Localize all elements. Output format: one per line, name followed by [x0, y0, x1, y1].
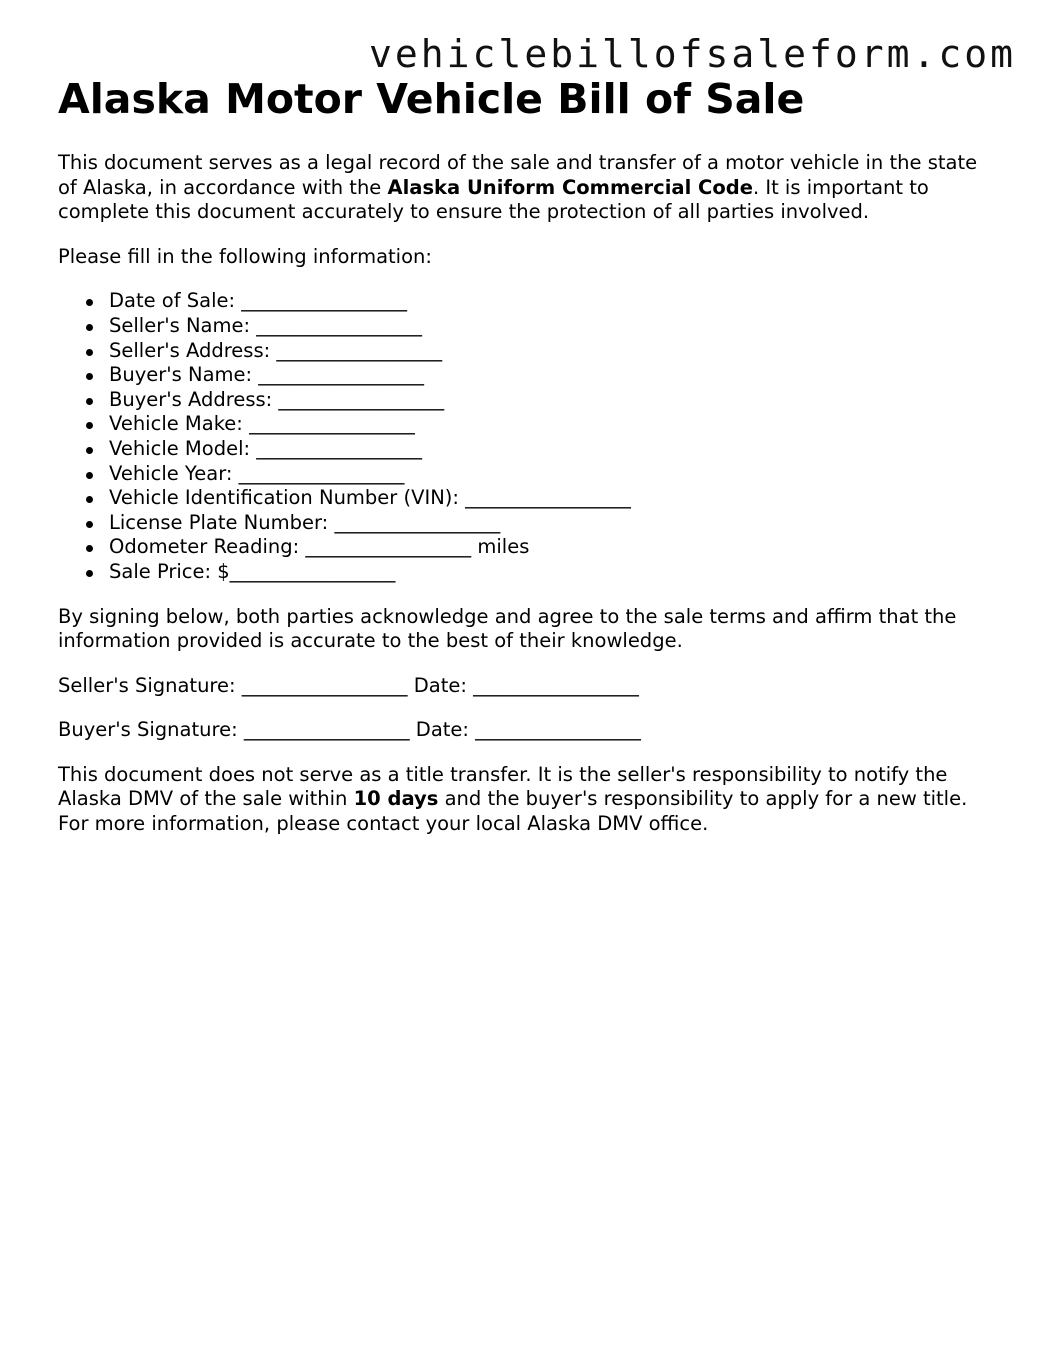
footer-text-start: This document does not serve as a title transfer. It is the seller's responsibility to notify the Alaska DMV of the sale within [58, 762, 948, 811]
footer-bold-days: 10 days [353, 787, 439, 811]
field-sale-price: Sale Price: $_________________ [86, 560, 998, 585]
footer-note [58, 763, 998, 837]
intro-text-end: . It is important to complete this document accurately to ensure the protection of all parties involved. [58, 175, 929, 224]
intro-paragraph [58, 151, 998, 225]
fill-prompt: Please fill in the following information: [58, 244, 432, 268]
field-list [58, 289, 998, 584]
field-buyer-address: Buyer's Address: _________________ [86, 388, 998, 413]
field-license-plate: License Plate Number: _________________ [86, 511, 998, 536]
field-vehicle-model: Vehicle Model: _________________ [86, 437, 998, 462]
document-body [58, 74, 998, 837]
buyer-signature-line: Buyer's Signature: _________________ Date: _________________ [58, 718, 641, 742]
field-date-of-sale: Date of Sale: _________________ [86, 289, 998, 314]
field-buyer-name: Buyer's Name: _________________ [86, 363, 998, 388]
field-vehicle-year: Vehicle Year: _________________ [86, 462, 998, 487]
field-seller-address: Seller's Address: _________________ [86, 339, 998, 364]
acknowledgement-paragraph: By signing below, both parties acknowledge and agree to the sale terms and affirm that the information provided is accurate to the best of their knowledge. [58, 604, 957, 653]
site-watermark: vehiclebillofsaleform.com [369, 32, 1016, 76]
intro-bold-code: Alaska Uniform Commercial Code [387, 175, 753, 199]
intro-text-start: This document serves as a legal record of the sale and transfer of a motor vehicle in the state of Alaska, in accordance with the [58, 151, 978, 199]
field-vehicle-make: Vehicle Make: _________________ [86, 412, 998, 437]
footer-text-end: and the buyer's responsibility to apply for a new title. For more information, please contact your local Alaska DMV office. [58, 787, 968, 836]
document-title: Alaska Motor Vehicle Bill of Sale [58, 75, 805, 123]
field-seller-name: Seller's Name: _________________ [86, 314, 998, 339]
field-odometer: Odometer Reading: _________________ miles [86, 535, 998, 560]
field-vin: Vehicle Identification Number (VIN): _________________ [86, 486, 998, 511]
seller-signature-line: Seller's Signature: _________________ Date: _________________ [58, 673, 639, 697]
